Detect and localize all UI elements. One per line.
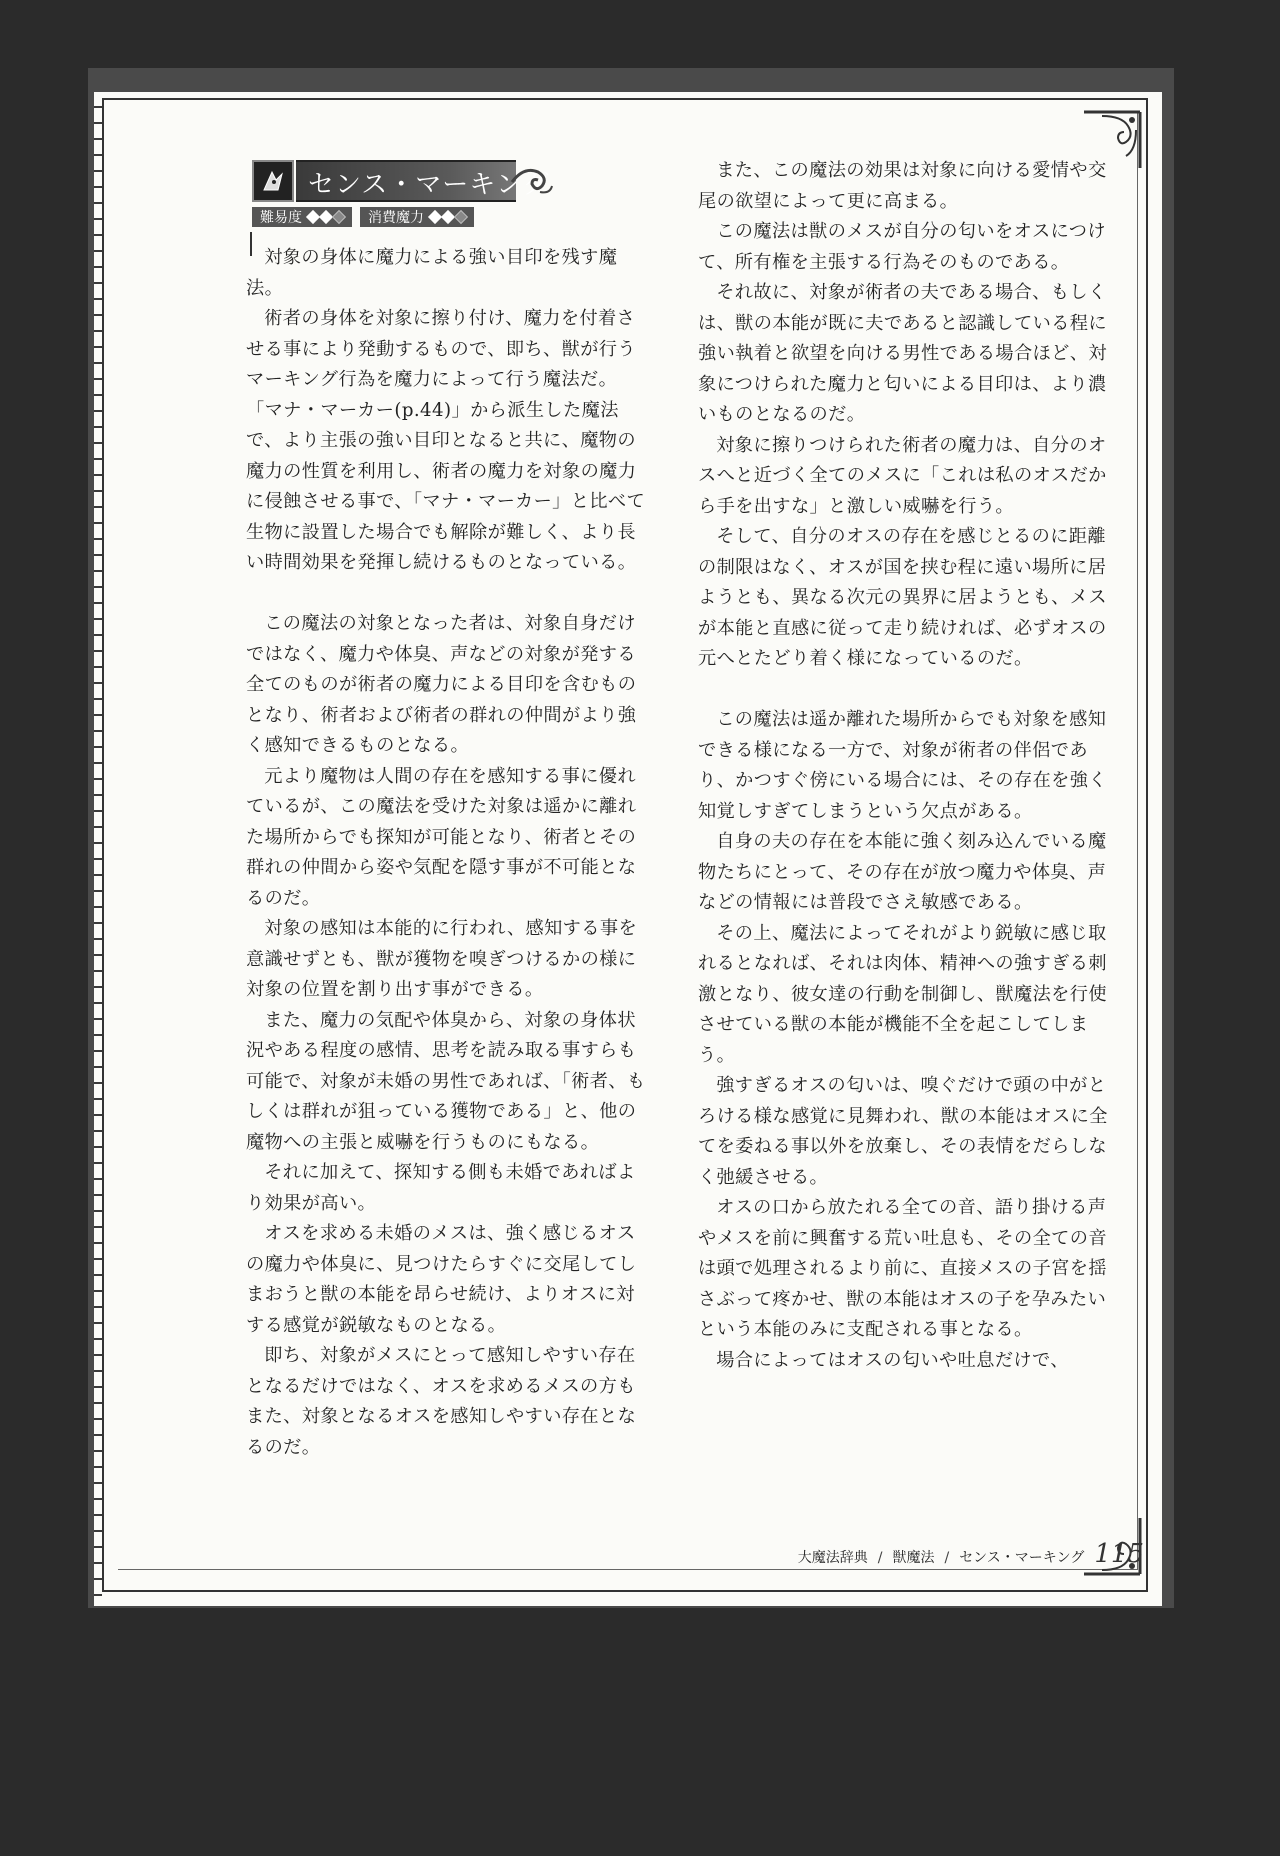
footer-entry: センス・マーキング — [959, 1550, 1085, 1566]
mana-cost-rating — [430, 212, 466, 222]
beast-magic-icon — [252, 160, 294, 202]
mana-cost-label: 消費魔力 — [368, 210, 424, 226]
difficulty-label: 難易度 — [260, 210, 302, 226]
paragraph: 強すぎるオスの匂いは、嗅ぐだけで頭の中がとろける様な感覚に見舞われ、獣の本能はオスに全てを委ねる事以外を放棄し、その表情をだらしなく弛緩させる。 — [698, 1075, 1108, 1188]
footer-category: 獣魔法 — [892, 1550, 935, 1566]
paragraph: そして、自分のオスの存在を感じとるのに距離の制限はなく、オスが国を挟む程に遠い場所に居ようとも、異なる次元の異界に居ようとも、メスが本能と直感に従って走り続ければ、必ずオスの元へとたどり着く様になっているのだ。 — [698, 526, 1107, 669]
paragraph: 自身の夫の存在を本能に強く刻み込んでいる魔物たちにとって、その存在が放つ魔力や体臭、声などの情報には普段でさえ敏感である。 — [698, 831, 1107, 913]
footer-separator: / — [877, 1550, 883, 1566]
spell-meta-row — [252, 206, 474, 228]
paragraph-gap — [246, 579, 646, 610]
paragraph: この魔法は遥か離れた場所からでも対象を感知できる様になる一方で、対象が術者の伴侶であり、かつすぐ傍にいる場合には、その存在を強く知覚しすぎてしまうという欠点がある。 — [698, 709, 1107, 822]
paragraph: その上、魔法によってそれがより鋭敏に感じ取れるとなれば、それは肉体、精神への強すぎる刺激となり、彼女達の行動を制御し、獣魔法を行使させている獣の本能が機能不全を起こしてしまう。 — [698, 922, 1107, 1066]
footer-separator: / — [944, 1550, 950, 1566]
paragraph: 元より魔物は人間の存在を感知する事に優れているが、この魔法を受けた対象は遥かに離れた場所からでも探知が可能となり、術者とその群れの仲間から姿や気配を隠す事が不可能となるのだ。 — [246, 765, 637, 909]
book-page — [94, 92, 1162, 1606]
torn-page-edge — [94, 92, 102, 1606]
paragraph: 対象に擦りつけられた術者の魔力は、自分のオスへと近づく全てのメスに「これは私のオスだから手を出すな」と激しい威嚇を行う。 — [698, 434, 1107, 517]
paragraph: また、この魔法の効果は対象に向ける愛情や交尾の欲望によって更に高まる。 — [698, 160, 1107, 212]
paragraph: 即ち、対象がメスにとって感知しやすい存在となるだけではなく、オスを求めるメスの方もまた、対象となるオスを感知しやすい存在となるのだ。 — [246, 1345, 637, 1458]
paragraph: それ故に、対象が術者の夫である場合、もしくは、獣の本能が既に夫であると認識している程に強い執着と欲望を向ける男性である場合ほど、対象につけられた魔力と匂いによる目印は、より濃いものとなるのだ。 — [698, 282, 1107, 425]
section-title: センス・マーキング — [308, 170, 550, 200]
paragraph: 場合によってはオスの匂いや吐息だけで、 — [716, 1349, 1069, 1371]
paragraph: また、魔力の気配や体臭から、対象の身体状況やある程度の感情、思考を読み取る事すらも可能で、対象が未婚の男性であれば、「術者、もしくは群れが狙っている獲物である」と、他の魔物への主張と威嚇を行うものにもなる。 — [246, 1009, 646, 1153]
paragraph: オスを求める未婚のメスは、強く感じるオスの魔力や体臭に、見つけたらすぐに交尾してしまおうと獣の本能を昂らせ続け、よりオスに対する感覚が鋭敏なものとなる。 — [246, 1223, 637, 1336]
paragraph: この魔法の対象となった者は、対象自身だけではなく、魔力や体臭、声などの対象が発する全てのものが術者の魔力による目印を含むものとなり、術者および術者の群れの仲間がより強く感知できるものとなる。 — [246, 613, 637, 756]
rating-diamond-empty-icon — [332, 210, 346, 224]
paragraph: この魔法は獣のメスが自分の匂いをオスにつけて、所有権を主張する行為そのものである。 — [698, 221, 1106, 273]
rating-diamond-empty-icon — [454, 210, 468, 224]
difficulty-badge — [252, 207, 352, 227]
paragraph-gap — [698, 675, 1108, 706]
running-footer — [724, 1539, 1144, 1569]
right-text-column — [698, 156, 1108, 1376]
paragraph: 術者の身体を対象に擦り付け、魔力を付着させる事により発動するもので、即ち、獣が行うマーキング行為を魔力によって行う魔法だ。 — [246, 308, 636, 390]
left-text-column — [246, 243, 646, 1463]
difficulty-rating — [308, 212, 344, 222]
paragraph: オスの口から放たれる全ての音、語り掛ける声やメスを前に興奮する荒い吐息も、その全ての音は頭で処理されるより前に、直接メスの子宮を揺さぶって疼かせ、獣の本能はオスの子を孕みたいという本能のみに支配される事となる。 — [698, 1197, 1107, 1340]
paragraph: 対象の感知は本能的に行われ、感知する事を意識せずとも、獣が獲物を嗅ぎつけるかの様に対象の位置を割り出す事ができる。 — [246, 918, 638, 1000]
title-swirl-icon — [510, 164, 554, 200]
paragraph: 対象の身体に魔力による強い目印を残す魔法。 — [246, 247, 618, 299]
paragraph: 「マナ・マーカー(p.44)」から派生した魔法で、より主張の強い目印となると共に、魔物の魔力の性質を利用し、術者の魔力を対象の魔力に侵蝕させる事で、「マナ・マーカー」と比べて生物に設置した場合でも解除が難しく、より長い時間効果を発揮し続けるものとなっている。 — [246, 399, 646, 573]
paragraph: それに加えて、探知する側も未婚であればより効果が高い。 — [246, 1162, 636, 1214]
section-title-badge — [252, 160, 552, 202]
page-number: 115 — [1094, 1539, 1144, 1569]
footer-book-title: 大魔法辞典 — [797, 1550, 868, 1566]
mana-cost-badge — [360, 207, 474, 227]
